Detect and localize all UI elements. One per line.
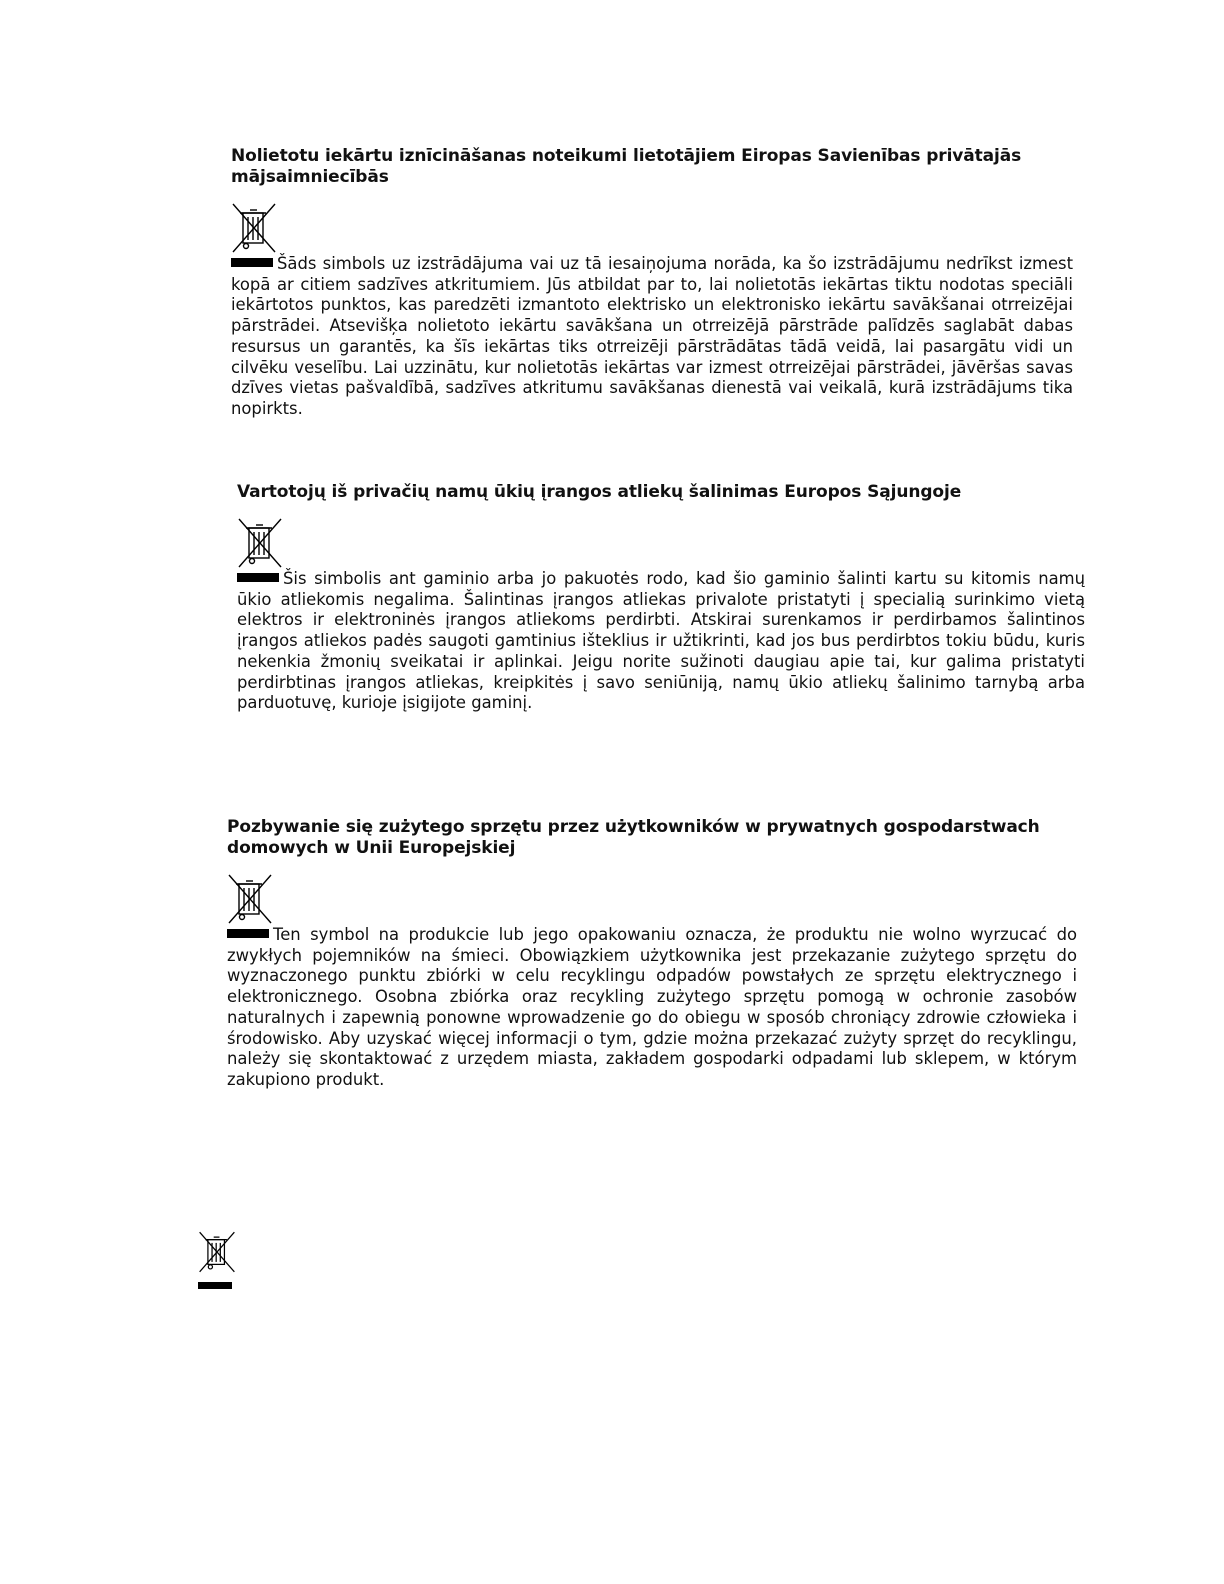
separate-collection-bar [198, 1282, 232, 1289]
section-body [231, 254, 1073, 420]
crossed-out-bin-icon [231, 202, 277, 254]
section-body-text: Ten symbol na produkcie lub jego opakowaniu oznacza, że produktu nie wolno wyrzucać do zwykłych pojemników na śmieci. Obowiązkiem użytkownika jest przekazanie zużytego sprzętu do wyznaczonego punktu zbiórki w celu recyklingu odpadów powstałych ze sprzętu elektrycznego i elektronicznego. Osobna zbiórka oraz recykling zużytego sprzętu pomogą w ochronie zasobów naturalnych i zapewnią ponowne wprowadzenie go do obiegu w sposób chroniący zdrowie człowieka i środowisko. Aby uzyskać więcej informacji o tym, gdzie można przekazać zużyty sprzęt do recyklingu, należy się skontaktować z urzędem miasta, zakładem gospodarki odpadami lub sklepem, w którym zakupiono produkt. [227, 925, 1077, 1089]
section-polish [227, 817, 1077, 1091]
section-lithuanian [237, 482, 1085, 714]
section-latvian [231, 146, 1073, 420]
crossed-out-bin-icon [198, 1230, 236, 1274]
section-title: Pozbywanie się zużytego sprzętu przez użytkowników w prywatnych gospodarstwach domowych w Unii Europejskiej [227, 817, 1040, 858]
crossed-out-bin-icon [237, 517, 283, 569]
section-body-text: Šis simbolis ant gaminio arba jo pakuotės rodo, kad šio gaminio šalinti kartu su kitomis namų ūkio atliekomis negalima. Šalintinas įrangos atliekas privalote pristatyti į specialią surinkimo vietą elektros ir elektroninės įrangos atliekoms perdirbti. Atskirai surenkamos ir perdirbamos šalintinos įrangos atliekos padės saugoti gamtinius išteklius ir užtikrinti, kad jos bus perdirbtos tokiu būdu, kuris nekenkia žmonių sveikatai ir aplinkai. Jeigu norite sužinoti daugiau apie tai, kur galima pristatyti perdirbtinas įrangos atliekas, kreipkitės į savo seniūniją, namų ūkio atliekų šalinimo tarnybą arba parduotuvę, kurioje įsigijote gaminį. [237, 569, 1085, 713]
separate-collection-bar [227, 929, 269, 938]
separate-collection-bar [231, 258, 273, 267]
crossed-out-bin-icon [227, 873, 273, 925]
section-body-text: Šāds simbols uz izstrādājuma vai uz tā iesaiņojuma norāda, ka šo izstrādājumu nedrīkst izmest kopā ar citiem sadzīves atkritumiem. Jūs atbildat par to, lai nolietotās iekārtas tiktu nodotas speciāli iekārtotos punktos, kas paredzēti izmantoto elektrisko un elektronisko iekārtu savākšanai otrreizējai pārstrādei. Atsevišķa nolietoto iekārtu savākšana un otrreizējā pārstrāde palīdzēs saglabāt dabas resursus un garantēs, ka šīs iekārtas tiks otrreizēji pārstrādātas tādā veidā, lai pasargātu vidi un cilvēku veselību. Lai uzzinātu, kur nolietotās iekārtas var izmest otrreizējai pārstrādei, jāvēršas savas dzīves vietas pašvaldībā, sadzīves atkritumu savākšanas dienestā vai veikalā, kurā izstrādājums tika nopirkts. [231, 254, 1073, 418]
section-title: Vartotojų iš privačių namų ūkių įrangos atliekų šalinimas Europos Sąjungoje [237, 482, 962, 502]
section-body [237, 569, 1085, 714]
separate-collection-bar [237, 573, 279, 582]
section-body [227, 925, 1077, 1091]
section-title: Nolietotu iekārtu iznīcināšanas noteikumi lietotājiem Eiropas Savienības privātajās mājsaimniecībās [231, 146, 1022, 187]
standalone-weee-symbol [198, 1230, 236, 1289]
